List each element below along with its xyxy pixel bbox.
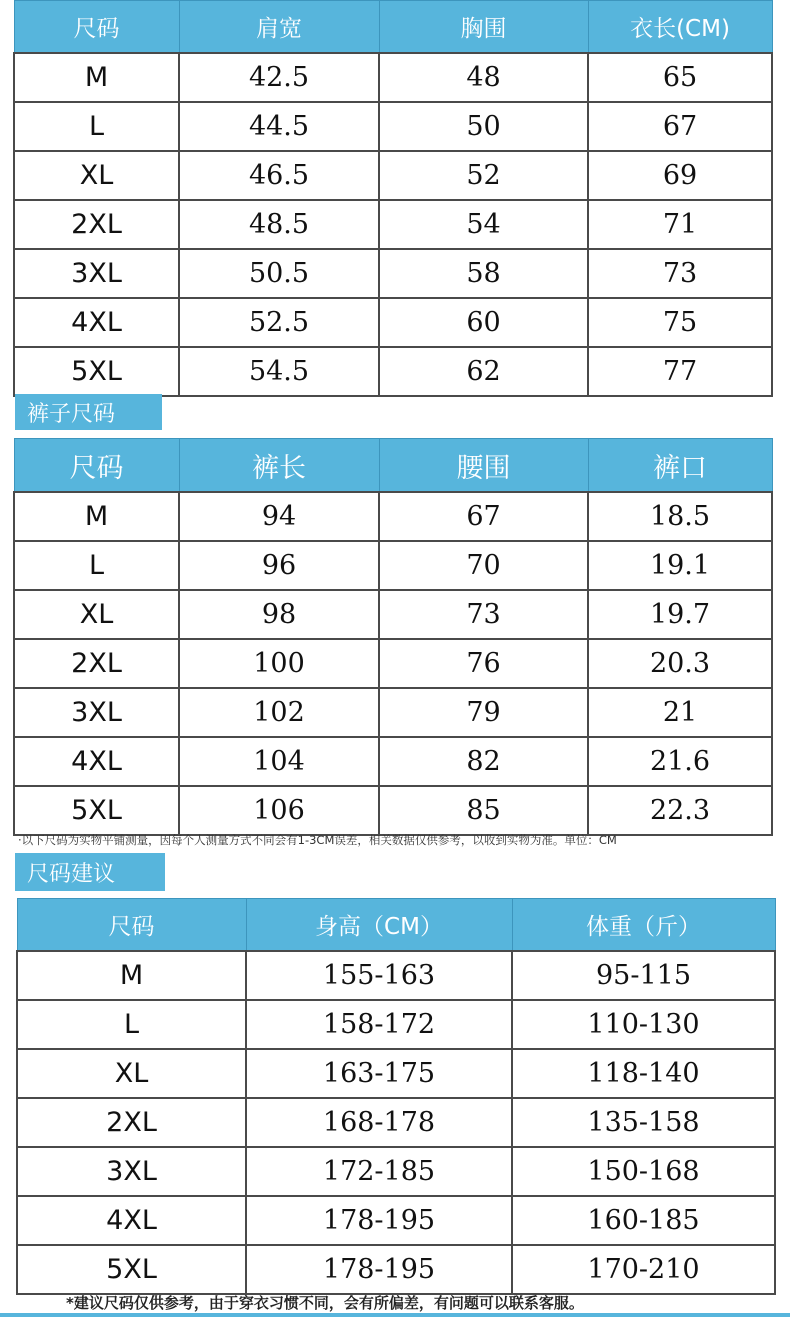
hem-cell: 19.7 (588, 590, 772, 639)
height-cell: 168-178 (246, 1098, 512, 1147)
advice-note: *建议尺码仅供参考，由于穿衣习惯不同，会有所偏差，有问题可以联系客服。 (66, 1294, 584, 1312)
col-header-pants-length: 裤长 (179, 439, 379, 493)
size-cell: 4XL (14, 298, 179, 347)
size-cell: 2XL (14, 200, 179, 249)
col-header-size: 尺码 (14, 1, 179, 54)
chest-cell: 60 (379, 298, 588, 347)
weight-cell: 135-158 (512, 1098, 775, 1147)
size-cell: 2XL (14, 639, 179, 688)
table-row (14, 200, 772, 249)
table-row (17, 1147, 775, 1196)
col-header-waist: 腰围 (379, 439, 588, 493)
weight-cell: 160-185 (512, 1196, 775, 1245)
table-row (17, 1196, 775, 1245)
pants-length-cell: 94 (179, 492, 379, 541)
pants-length-cell: 106 (179, 786, 379, 835)
shoulder-cell: 48.5 (179, 200, 379, 249)
waist-cell: 79 (379, 688, 588, 737)
table-row (14, 249, 772, 298)
weight-cell: 170-210 (512, 1245, 775, 1294)
table-row (17, 951, 775, 1000)
hem-cell: 20.3 (588, 639, 772, 688)
hem-cell: 19.1 (588, 541, 772, 590)
col-header-height: 身高（CM） (246, 899, 512, 952)
col-header-shoulder: 肩宽 (179, 1, 379, 54)
table-row (14, 53, 772, 102)
table-row (14, 298, 772, 347)
hem-cell: 22.3 (588, 786, 772, 835)
chest-cell: 54 (379, 200, 588, 249)
size-cell: L (14, 102, 179, 151)
chest-cell: 50 (379, 102, 588, 151)
col-header-length: 衣长(CM) (588, 1, 772, 54)
waist-cell: 67 (379, 492, 588, 541)
waist-cell: 85 (379, 786, 588, 835)
pants-length-cell: 102 (179, 688, 379, 737)
table-row (14, 737, 772, 786)
size-cell: M (14, 492, 179, 541)
size-cell: 4XL (17, 1196, 246, 1245)
col-header-size: 尺码 (17, 899, 246, 952)
length-cell: 67 (588, 102, 772, 151)
size-cell: M (14, 53, 179, 102)
length-cell: 71 (588, 200, 772, 249)
bottom-accent-bar (0, 1313, 790, 1317)
height-cell: 172-185 (246, 1147, 512, 1196)
hem-cell: 18.5 (588, 492, 772, 541)
table-row (14, 786, 772, 835)
length-cell: 75 (588, 298, 772, 347)
size-advice-table (16, 898, 776, 1295)
size-cell: 4XL (14, 737, 179, 786)
pants-size-table (13, 438, 773, 836)
size-cell: 5XL (14, 347, 179, 396)
length-cell: 65 (588, 53, 772, 102)
shoulder-cell: 46.5 (179, 151, 379, 200)
table-row (14, 541, 772, 590)
size-cell: XL (14, 151, 179, 200)
table-row (14, 590, 772, 639)
table-row (14, 688, 772, 737)
table-row (14, 102, 772, 151)
table-header-row (17, 899, 775, 952)
weight-cell: 150-168 (512, 1147, 775, 1196)
size-cell: XL (14, 590, 179, 639)
tops-size-table (13, 0, 773, 397)
waist-cell: 82 (379, 737, 588, 786)
height-cell: 163-175 (246, 1049, 512, 1098)
waist-cell: 76 (379, 639, 588, 688)
weight-cell: 110-130 (512, 1000, 775, 1049)
hem-cell: 21 (588, 688, 772, 737)
height-cell: 178-195 (246, 1196, 512, 1245)
table-row (14, 492, 772, 541)
shoulder-cell: 54.5 (179, 347, 379, 396)
length-cell: 69 (588, 151, 772, 200)
height-cell: 178-195 (246, 1245, 512, 1294)
size-cell: 3XL (14, 249, 179, 298)
table-header-row (14, 439, 772, 493)
col-header-hem: 裤口 (588, 439, 772, 493)
measurement-note: ·以下尺码为实物平铺测量，因每个人测量方式不同会有1-3CM误差，相关数据仅供参考，以收到实物为准。单位：CM (18, 833, 617, 847)
table-row (17, 1245, 775, 1294)
pants-length-cell: 104 (179, 737, 379, 786)
length-cell: 73 (588, 249, 772, 298)
col-header-weight: 体重（斤） (512, 899, 775, 952)
pants-section-label: 裤子尺码 (15, 394, 162, 430)
height-cell: 155-163 (246, 951, 512, 1000)
shoulder-cell: 42.5 (179, 53, 379, 102)
size-cell: M (17, 951, 246, 1000)
col-header-size: 尺码 (14, 439, 179, 493)
pants-length-cell: 96 (179, 541, 379, 590)
size-cell: XL (17, 1049, 246, 1098)
chest-cell: 48 (379, 53, 588, 102)
size-cell: 5XL (17, 1245, 246, 1294)
chest-cell: 52 (379, 151, 588, 200)
pants-length-cell: 100 (179, 639, 379, 688)
size-cell: 5XL (14, 786, 179, 835)
table-header-row (14, 1, 772, 54)
waist-cell: 70 (379, 541, 588, 590)
shoulder-cell: 50.5 (179, 249, 379, 298)
size-cell: L (17, 1000, 246, 1049)
size-cell: L (14, 541, 179, 590)
chest-cell: 62 (379, 347, 588, 396)
shoulder-cell: 44.5 (179, 102, 379, 151)
table-row (17, 1000, 775, 1049)
chest-cell: 58 (379, 249, 588, 298)
shoulder-cell: 52.5 (179, 298, 379, 347)
height-cell: 158-172 (246, 1000, 512, 1049)
pants-length-cell: 98 (179, 590, 379, 639)
advice-section-label: 尺码建议 (15, 853, 165, 891)
table-row (14, 151, 772, 200)
size-cell: 3XL (17, 1147, 246, 1196)
size-cell: 3XL (14, 688, 179, 737)
weight-cell: 118-140 (512, 1049, 775, 1098)
waist-cell: 73 (379, 590, 588, 639)
length-cell: 77 (588, 347, 772, 396)
table-row (14, 639, 772, 688)
size-cell: 2XL (17, 1098, 246, 1147)
table-row (14, 347, 772, 396)
weight-cell: 95-115 (512, 951, 775, 1000)
col-header-chest: 胸围 (379, 1, 588, 54)
table-row (17, 1098, 775, 1147)
table-row (17, 1049, 775, 1098)
hem-cell: 21.6 (588, 737, 772, 786)
